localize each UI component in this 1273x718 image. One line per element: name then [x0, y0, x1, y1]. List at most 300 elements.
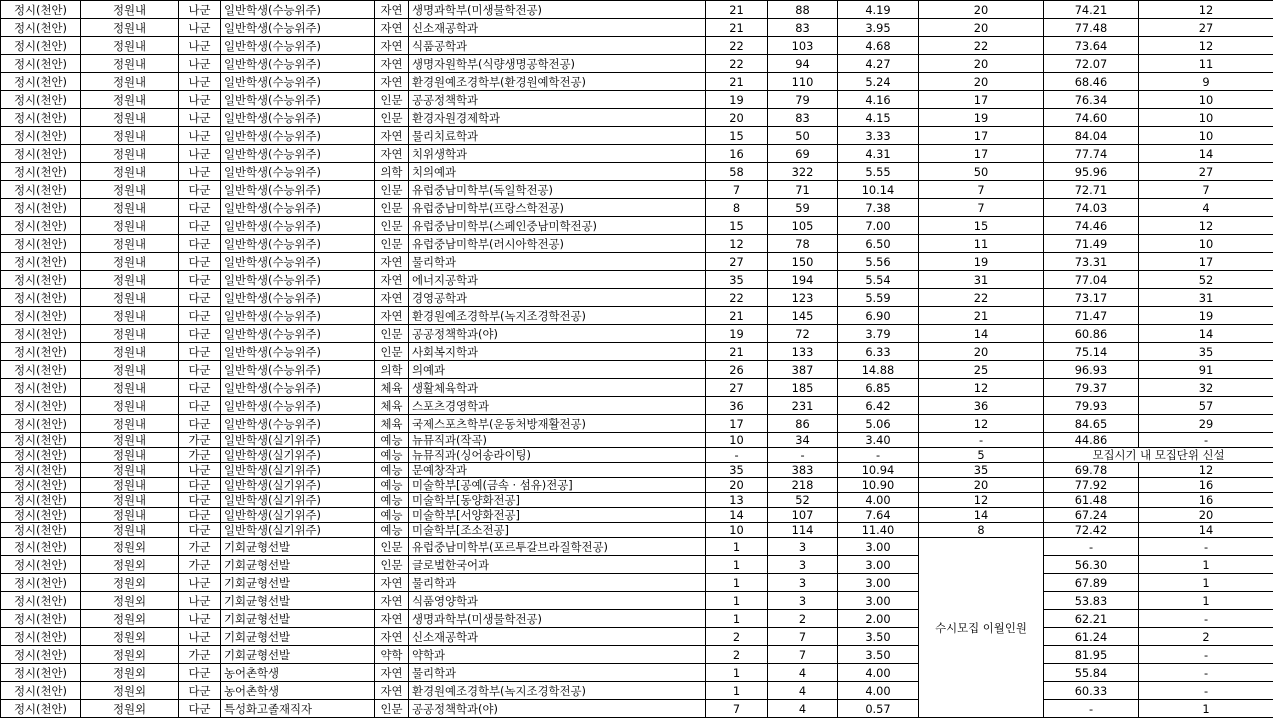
- group-cell: 나군: [179, 19, 221, 37]
- applicants-cell: 133: [768, 343, 838, 361]
- major-cell: 공공정책학과(야): [409, 700, 706, 718]
- type-cell: 정시(천안): [1, 55, 81, 73]
- final-recruit-cell: 14: [919, 325, 1044, 343]
- final-recruit-cell: 12: [919, 379, 1044, 397]
- type-cell: 정시(천안): [1, 700, 81, 718]
- track-cell: 일반학생(수능위주): [221, 343, 375, 361]
- field-cell: 자연: [375, 145, 409, 163]
- group-cell: 나군: [179, 145, 221, 163]
- applicants-cell: 71: [768, 181, 838, 199]
- score-cell: 84.04: [1044, 127, 1139, 145]
- major-cell: 미술학부[서양화전공]: [409, 508, 706, 523]
- track-cell: 일반학생(수능위주): [221, 127, 375, 145]
- group-cell: 다군: [179, 289, 221, 307]
- field-cell: 인문: [375, 181, 409, 199]
- waitlist-cell: 14: [1139, 145, 1273, 163]
- final-recruit-cell: 31: [919, 271, 1044, 289]
- quota-cell: 정원외: [81, 700, 179, 718]
- applicants-cell: 94: [768, 55, 838, 73]
- field-cell: 인문: [375, 556, 409, 574]
- table-row: [1, 55, 1273, 73]
- recruit-cell: 15: [706, 217, 768, 235]
- score-cell: 71.49: [1044, 235, 1139, 253]
- ratio-cell: 4.00: [838, 493, 919, 508]
- major-cell: 경영공학과: [409, 289, 706, 307]
- track-cell: 일반학생(수능위주): [221, 145, 375, 163]
- field-cell: 인문: [375, 700, 409, 718]
- group-cell: 다군: [179, 253, 221, 271]
- type-cell: 정시(천안): [1, 448, 81, 463]
- waitlist-cell: 9: [1139, 73, 1273, 91]
- track-cell: 일반학생(수능위주): [221, 91, 375, 109]
- quota-cell: 정원내: [81, 37, 179, 55]
- group-cell: 나군: [179, 163, 221, 181]
- group-cell: 다군: [179, 361, 221, 379]
- recruit-cell: 2: [706, 628, 768, 646]
- recruit-cell: 26: [706, 361, 768, 379]
- waitlist-cell: 20: [1139, 508, 1273, 523]
- group-cell: 다군: [179, 325, 221, 343]
- major-cell: 식품공학과: [409, 37, 706, 55]
- field-cell: 자연: [375, 664, 409, 682]
- field-cell: 인문: [375, 217, 409, 235]
- field-cell: 의학: [375, 163, 409, 181]
- quota-cell: 정원내: [81, 415, 179, 433]
- group-cell: 다군: [179, 478, 221, 493]
- waitlist-cell: -: [1139, 610, 1273, 628]
- track-cell: 일반학생(수능위주): [221, 217, 375, 235]
- quota-cell: 정원외: [81, 538, 179, 556]
- type-cell: 정시(천안): [1, 199, 81, 217]
- recruit-cell: 14: [706, 508, 768, 523]
- track-cell: 기회균형선발: [221, 646, 375, 664]
- track-cell: 일반학생(수능위주): [221, 379, 375, 397]
- waitlist-cell: 10: [1139, 109, 1273, 127]
- ratio-cell: 6.42: [838, 397, 919, 415]
- waitlist-cell: 32: [1139, 379, 1273, 397]
- major-cell: 물리치료학과: [409, 127, 706, 145]
- field-cell: 자연: [375, 682, 409, 700]
- type-cell: 정시(천안): [1, 145, 81, 163]
- waitlist-cell: 12: [1139, 1, 1273, 19]
- table-row: [1, 37, 1273, 55]
- applicants-cell: 3: [768, 592, 838, 610]
- ratio-cell: 3.00: [838, 574, 919, 592]
- track-cell: 일반학생(수능위주): [221, 19, 375, 37]
- major-cell: 신소재공학과: [409, 628, 706, 646]
- table-row: [1, 463, 1273, 478]
- table-row: [1, 538, 1273, 556]
- group-cell: 나군: [179, 55, 221, 73]
- final-recruit-cell: 20: [919, 19, 1044, 37]
- group-cell: 다군: [179, 307, 221, 325]
- applicants-cell: 150: [768, 253, 838, 271]
- quota-cell: 정원내: [81, 493, 179, 508]
- ratio-cell: 5.56: [838, 253, 919, 271]
- major-cell: 유럽중남미학부(독일학전공): [409, 181, 706, 199]
- waitlist-cell: 1: [1139, 700, 1273, 718]
- ratio-cell: 10.94: [838, 463, 919, 478]
- score-cell: 73.64: [1044, 37, 1139, 55]
- score-cell: -: [1044, 538, 1139, 556]
- type-cell: 정시(천안): [1, 307, 81, 325]
- quota-cell: 정원내: [81, 1, 179, 19]
- group-cell: 다군: [179, 343, 221, 361]
- score-cell: 73.17: [1044, 289, 1139, 307]
- recruit-cell: 7: [706, 181, 768, 199]
- group-cell: 다군: [179, 508, 221, 523]
- field-cell: 자연: [375, 127, 409, 145]
- field-cell: 인문: [375, 343, 409, 361]
- major-cell: 물리학과: [409, 664, 706, 682]
- group-cell: 가군: [179, 556, 221, 574]
- applicants-cell: 103: [768, 37, 838, 55]
- track-cell: 일반학생(수능위주): [221, 235, 375, 253]
- type-cell: 정시(천안): [1, 646, 81, 664]
- track-cell: 일반학생(수능위주): [221, 271, 375, 289]
- group-cell: 나군: [179, 628, 221, 646]
- group-cell: 다군: [179, 523, 221, 538]
- table-row: [1, 271, 1273, 289]
- quota-cell: 정원외: [81, 628, 179, 646]
- recruit-cell: 1: [706, 592, 768, 610]
- field-cell: 체육: [375, 379, 409, 397]
- field-cell: 자연: [375, 271, 409, 289]
- waitlist-cell: 1: [1139, 592, 1273, 610]
- applicants-cell: 387: [768, 361, 838, 379]
- recruit-cell: 8: [706, 199, 768, 217]
- major-cell: 물리학과: [409, 253, 706, 271]
- track-cell: 기회균형선발: [221, 610, 375, 628]
- type-cell: 정시(천안): [1, 664, 81, 682]
- type-cell: 정시(천안): [1, 379, 81, 397]
- recruit-cell: 1: [706, 556, 768, 574]
- type-cell: 정시(천안): [1, 217, 81, 235]
- waitlist-cell: 10: [1139, 91, 1273, 109]
- quota-cell: 정원내: [81, 325, 179, 343]
- final-recruit-cell: 5: [919, 448, 1044, 463]
- table-row: [1, 379, 1273, 397]
- table-row: [1, 109, 1273, 127]
- ratio-cell: 4.00: [838, 664, 919, 682]
- ratio-cell: 3.50: [838, 646, 919, 664]
- major-cell: 치위생학과: [409, 145, 706, 163]
- table-row: [1, 343, 1273, 361]
- waitlist-cell: 35: [1139, 343, 1273, 361]
- quota-cell: 정원외: [81, 556, 179, 574]
- score-cell: 60.33: [1044, 682, 1139, 700]
- type-cell: 정시(천안): [1, 463, 81, 478]
- table-row: [1, 19, 1273, 37]
- group-cell: 다군: [179, 181, 221, 199]
- field-cell: 인문: [375, 199, 409, 217]
- group-cell: 나군: [179, 610, 221, 628]
- ratio-cell: 3.95: [838, 19, 919, 37]
- waitlist-cell: -: [1139, 664, 1273, 682]
- field-cell: 예능: [375, 463, 409, 478]
- track-cell: 일반학생(수능위주): [221, 199, 375, 217]
- table-row: [1, 508, 1273, 523]
- major-cell: 환경원예조경학부(녹지조경학전공): [409, 682, 706, 700]
- score-cell: 84.65: [1044, 415, 1139, 433]
- major-cell: 미술학부[공예(금속 · 섬유)전공]: [409, 478, 706, 493]
- field-cell: 예능: [375, 433, 409, 448]
- final-recruit-cell: 20: [919, 73, 1044, 91]
- quota-cell: 정원내: [81, 343, 179, 361]
- final-recruit-cell: 22: [919, 37, 1044, 55]
- table-row: [1, 646, 1273, 664]
- score-cell: 69.78: [1044, 463, 1139, 478]
- final-recruit-cell: 25: [919, 361, 1044, 379]
- final-recruit-cell: 17: [919, 127, 1044, 145]
- recruit-cell: 21: [706, 19, 768, 37]
- table-row: [1, 199, 1273, 217]
- field-cell: 자연: [375, 73, 409, 91]
- score-cell: 79.37: [1044, 379, 1139, 397]
- field-cell: 인문: [375, 325, 409, 343]
- final-recruit-cell: 35: [919, 463, 1044, 478]
- table-row: [1, 433, 1273, 448]
- type-cell: 정시(천안): [1, 556, 81, 574]
- quota-cell: 정원내: [81, 397, 179, 415]
- major-cell: 식품영양학과: [409, 592, 706, 610]
- field-cell: 체육: [375, 415, 409, 433]
- waitlist-cell: 27: [1139, 163, 1273, 181]
- track-cell: 일반학생(수능위주): [221, 1, 375, 19]
- waitlist-cell: 1: [1139, 574, 1273, 592]
- ratio-cell: 5.54: [838, 271, 919, 289]
- quota-cell: 정원내: [81, 19, 179, 37]
- major-cell: 뉴뮤직과(작곡): [409, 433, 706, 448]
- recruit-cell: -: [706, 448, 768, 463]
- field-cell: 인문: [375, 235, 409, 253]
- recruit-cell: 21: [706, 73, 768, 91]
- table-row: [1, 91, 1273, 109]
- table-row: [1, 574, 1273, 592]
- track-cell: 기회균형선발: [221, 538, 375, 556]
- type-cell: 정시(천안): [1, 163, 81, 181]
- group-cell: 다군: [179, 379, 221, 397]
- score-cell: 61.48: [1044, 493, 1139, 508]
- type-cell: 정시(천안): [1, 478, 81, 493]
- score-cell: 72.71: [1044, 181, 1139, 199]
- waitlist-cell: 16: [1139, 478, 1273, 493]
- score-cell: 77.74: [1044, 145, 1139, 163]
- field-cell: 예능: [375, 478, 409, 493]
- applicants-cell: 78: [768, 235, 838, 253]
- field-cell: 인문: [375, 91, 409, 109]
- table-row: [1, 682, 1273, 700]
- group-cell: 가군: [179, 538, 221, 556]
- applicants-cell: 7: [768, 646, 838, 664]
- applicants-cell: 218: [768, 478, 838, 493]
- recruit-cell: 21: [706, 307, 768, 325]
- table-row: [1, 73, 1273, 91]
- major-cell: 생명과학부(미생물학전공): [409, 610, 706, 628]
- applicants-cell: 231: [768, 397, 838, 415]
- field-cell: 예능: [375, 448, 409, 463]
- final-recruit-cell: 22: [919, 289, 1044, 307]
- field-cell: 자연: [375, 289, 409, 307]
- ratio-cell: 4.15: [838, 109, 919, 127]
- recruit-cell: 1: [706, 682, 768, 700]
- field-cell: 예능: [375, 523, 409, 538]
- ratio-cell: 4.68: [838, 37, 919, 55]
- group-cell: 다군: [179, 199, 221, 217]
- recruit-cell: 22: [706, 289, 768, 307]
- quota-cell: 정원외: [81, 610, 179, 628]
- field-cell: 자연: [375, 610, 409, 628]
- ratio-cell: 3.00: [838, 592, 919, 610]
- group-cell: 나군: [179, 73, 221, 91]
- table-row: [1, 415, 1273, 433]
- table-row: [1, 163, 1273, 181]
- type-cell: 정시(천안): [1, 1, 81, 19]
- applicants-cell: 50: [768, 127, 838, 145]
- group-cell: 다군: [179, 217, 221, 235]
- recruit-cell: 1: [706, 610, 768, 628]
- track-cell: 일반학생(수능위주): [221, 289, 375, 307]
- group-cell: 가군: [179, 646, 221, 664]
- major-cell: 문예창작과: [409, 463, 706, 478]
- type-cell: 정시(천안): [1, 361, 81, 379]
- final-recruit-cell: 14: [919, 508, 1044, 523]
- score-cell: 56.30: [1044, 556, 1139, 574]
- type-cell: 정시(천안): [1, 538, 81, 556]
- ratio-cell: 3.00: [838, 556, 919, 574]
- track-cell: 일반학생(수능위주): [221, 181, 375, 199]
- recruit-cell: 22: [706, 55, 768, 73]
- waitlist-cell: 12: [1139, 37, 1273, 55]
- applicants-cell: 59: [768, 199, 838, 217]
- major-cell: 에너지공학과: [409, 271, 706, 289]
- ratio-cell: 3.33: [838, 127, 919, 145]
- new-unit-note-cell: 모집시기 내 모집단위 신설: [1044, 448, 1273, 463]
- final-recruit-cell: 20: [919, 478, 1044, 493]
- ratio-cell: 11.40: [838, 523, 919, 538]
- waitlist-cell: 10: [1139, 235, 1273, 253]
- track-cell: 일반학생(수능위주): [221, 397, 375, 415]
- table-row: [1, 235, 1273, 253]
- recruit-cell: 21: [706, 343, 768, 361]
- type-cell: 정시(천안): [1, 235, 81, 253]
- waitlist-cell: 12: [1139, 217, 1273, 235]
- table-row: [1, 664, 1273, 682]
- table-row: [1, 610, 1273, 628]
- major-cell: 환경원예조경학부(녹지조경학전공): [409, 307, 706, 325]
- applicants-cell: 4: [768, 664, 838, 682]
- ratio-cell: 7.00: [838, 217, 919, 235]
- quota-cell: 정원외: [81, 646, 179, 664]
- table-row: [1, 253, 1273, 271]
- applicants-cell: 3: [768, 556, 838, 574]
- field-cell: 예능: [375, 508, 409, 523]
- track-cell: 일반학생(수능위주): [221, 415, 375, 433]
- applicants-cell: 83: [768, 19, 838, 37]
- group-cell: 다군: [179, 397, 221, 415]
- applicants-cell: 185: [768, 379, 838, 397]
- ratio-cell: 3.00: [838, 538, 919, 556]
- ratio-cell: 10.90: [838, 478, 919, 493]
- major-cell: 물리학과: [409, 574, 706, 592]
- final-recruit-cell: 50: [919, 163, 1044, 181]
- ratio-cell: 2.00: [838, 610, 919, 628]
- waitlist-cell: 52: [1139, 271, 1273, 289]
- type-cell: 정시(천안): [1, 109, 81, 127]
- recruit-cell: 1: [706, 664, 768, 682]
- quota-cell: 정원내: [81, 307, 179, 325]
- final-recruit-cell: 20: [919, 1, 1044, 19]
- table-row: [1, 289, 1273, 307]
- waitlist-cell: 1: [1139, 556, 1273, 574]
- type-cell: 정시(천안): [1, 73, 81, 91]
- applicants-cell: 383: [768, 463, 838, 478]
- table-row: [1, 478, 1273, 493]
- applicants-cell: 322: [768, 163, 838, 181]
- major-cell: 치의예과: [409, 163, 706, 181]
- waitlist-cell: 2: [1139, 628, 1273, 646]
- applicants-cell: 69: [768, 145, 838, 163]
- applicants-cell: 79: [768, 91, 838, 109]
- recruit-cell: 21: [706, 1, 768, 19]
- final-recruit-cell: 20: [919, 55, 1044, 73]
- track-cell: 일반학생(수능위주): [221, 307, 375, 325]
- track-cell: 기회균형선발: [221, 574, 375, 592]
- recruit-cell: 19: [706, 325, 768, 343]
- field-cell: 약학: [375, 646, 409, 664]
- group-cell: 다군: [179, 493, 221, 508]
- score-cell: 60.86: [1044, 325, 1139, 343]
- score-cell: 71.47: [1044, 307, 1139, 325]
- group-cell: 나군: [179, 1, 221, 19]
- ratio-cell: 10.14: [838, 181, 919, 199]
- ratio-cell: 3.40: [838, 433, 919, 448]
- final-recruit-cell: 17: [919, 145, 1044, 163]
- track-cell: 일반학생(수능위주): [221, 163, 375, 181]
- major-cell: 유럽중남미학부(프랑스학전공): [409, 199, 706, 217]
- ratio-cell: 4.19: [838, 1, 919, 19]
- track-cell: 일반학생(실기위주): [221, 508, 375, 523]
- major-cell: 공공정책학과: [409, 91, 706, 109]
- quota-cell: 정원외: [81, 574, 179, 592]
- field-cell: 의학: [375, 361, 409, 379]
- table-row: [1, 556, 1273, 574]
- type-cell: 정시(천안): [1, 523, 81, 538]
- type-cell: 정시(천안): [1, 91, 81, 109]
- major-cell: 사회복지학과: [409, 343, 706, 361]
- table-row: [1, 628, 1273, 646]
- ratio-cell: 5.06: [838, 415, 919, 433]
- type-cell: 정시(천안): [1, 37, 81, 55]
- table-row: [1, 127, 1273, 145]
- ratio-cell: 7.64: [838, 508, 919, 523]
- major-cell: 유럽중남미학부(스페인중남미학전공): [409, 217, 706, 235]
- field-cell: 자연: [375, 19, 409, 37]
- type-cell: 정시(천안): [1, 181, 81, 199]
- quota-cell: 정원내: [81, 55, 179, 73]
- applicants-cell: 3: [768, 574, 838, 592]
- waitlist-cell: 14: [1139, 325, 1273, 343]
- ratio-cell: 5.24: [838, 73, 919, 91]
- applicants-cell: 3: [768, 538, 838, 556]
- waitlist-cell: 12: [1139, 463, 1273, 478]
- group-cell: 나군: [179, 91, 221, 109]
- quota-cell: 정원내: [81, 145, 179, 163]
- final-recruit-cell: -: [919, 433, 1044, 448]
- quota-cell: 정원내: [81, 199, 179, 217]
- track-cell: 일반학생(실기위주): [221, 433, 375, 448]
- score-cell: 76.34: [1044, 91, 1139, 109]
